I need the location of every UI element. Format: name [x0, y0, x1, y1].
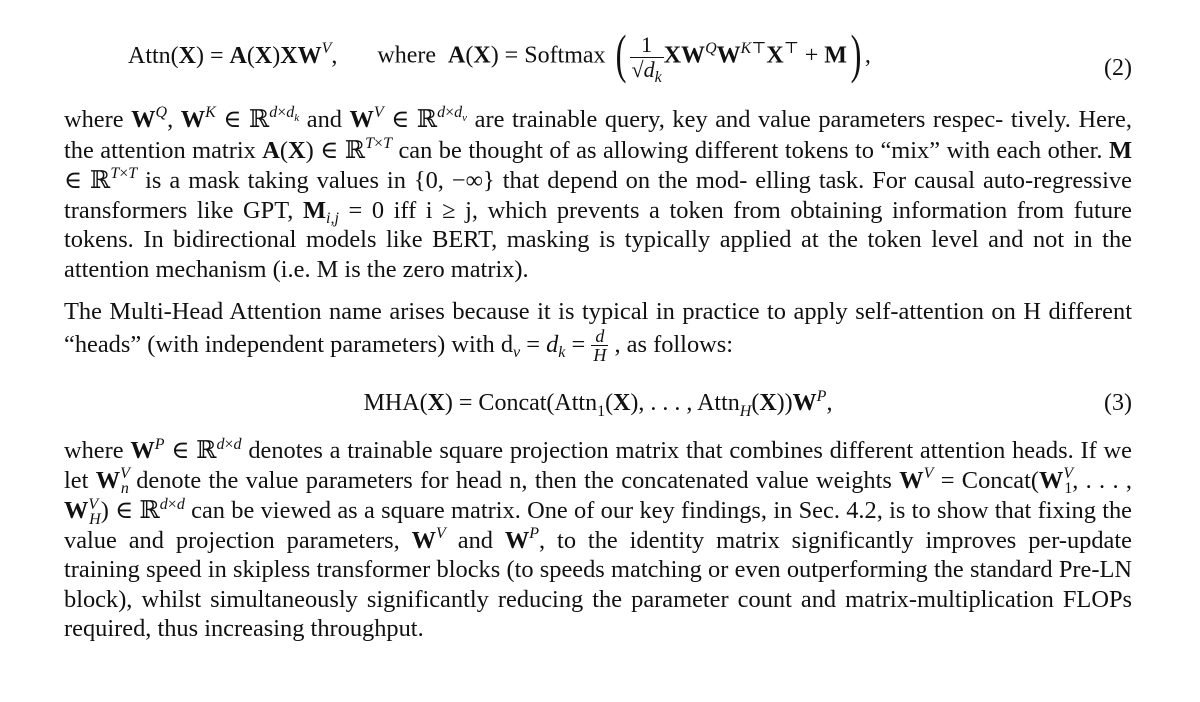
equation-2-body: Attn(X) = $A(X)XW^V$, where A(X) = Softmax ( $\frac{1}{√d_k}$ $XW^QW^{K⊤}X^⊤ + M$) ,	[128, 24, 871, 87]
d-over-h-fraction: $\frac{d}{H}$	[593, 325, 607, 366]
equation-2-where: where	[377, 42, 436, 69]
paragraph-2: The Multi-Head Attention name arises because it is typical in practice to apply self-attention on H different “heads” (with independent parameters) with $d_v = d_k$ = $\frac{d}{H}$ , as follows:	[64, 298, 1132, 366]
equation-2	[64, 24, 1132, 104]
equation-2-fraction: $\frac{1}{√d_k}$	[631, 32, 662, 87]
equation-2-number: (2)	[1104, 55, 1132, 81]
equation-3-number: (3)	[1104, 390, 1132, 417]
paper-page	[64, 24, 1132, 657]
paragraph-1: where $W^Q$, $W^K$ ∈ ℝ$^{d\times d_k}$ and $W^V$ ∈ ℝ$^{d\times d_v}$ are trainable query, key and value parameters respec- tively. Here, the attention matrix A(X) ∈ ℝ$^{T\times T}$ can be thought of as allowing different tokens to “mix” with each other. M ∈ ℝ$^{T\times T}$ is a mask taking values in {0, −∞} that depend on the mod- elling task. For causal auto-regressive transformers like GPT, $M_{i,j} = 0$ iff i ≥ j, which prevents a token from obtaining information from future tokens. In bidirectional models like BERT, masking is typically applied at the token level and not in the attention mechanism (i.e. M is the zero matrix).	[64, 104, 1132, 283]
paragraph-3: where $W^P$ ∈ ℝ$^{d\times d}$ denotes a trainable square projection matrix that combines different attention heads. If we let $W^V_n$ denote the value parameters for head n, then the concatenated value weights $W^V$ = $Concat(W^V_1$, . . . , $W^V_H$) ∈ ℝ$^{d\times d}$ can be viewed as a square matrix. One of our key findings, in Sec. 4.2, is to show that fixing the value and projection parameters, $W^V$ and $W^P$, to the identity matrix significantly improves per-update training speed in skipless transformer blocks (to speeds matching or even outperforming the standard Pre-LN block), whilst simultaneously significantly reducing the parameter count and matrix-multiplication FLOPs required, thus increasing throughput.	[64, 435, 1132, 643]
equation-3-body: MHA(X) = Concat(Attn$_1$(X), . . . , $Attn_H(X))W^P$,	[363, 387, 833, 420]
equation-3	[64, 371, 1132, 435]
